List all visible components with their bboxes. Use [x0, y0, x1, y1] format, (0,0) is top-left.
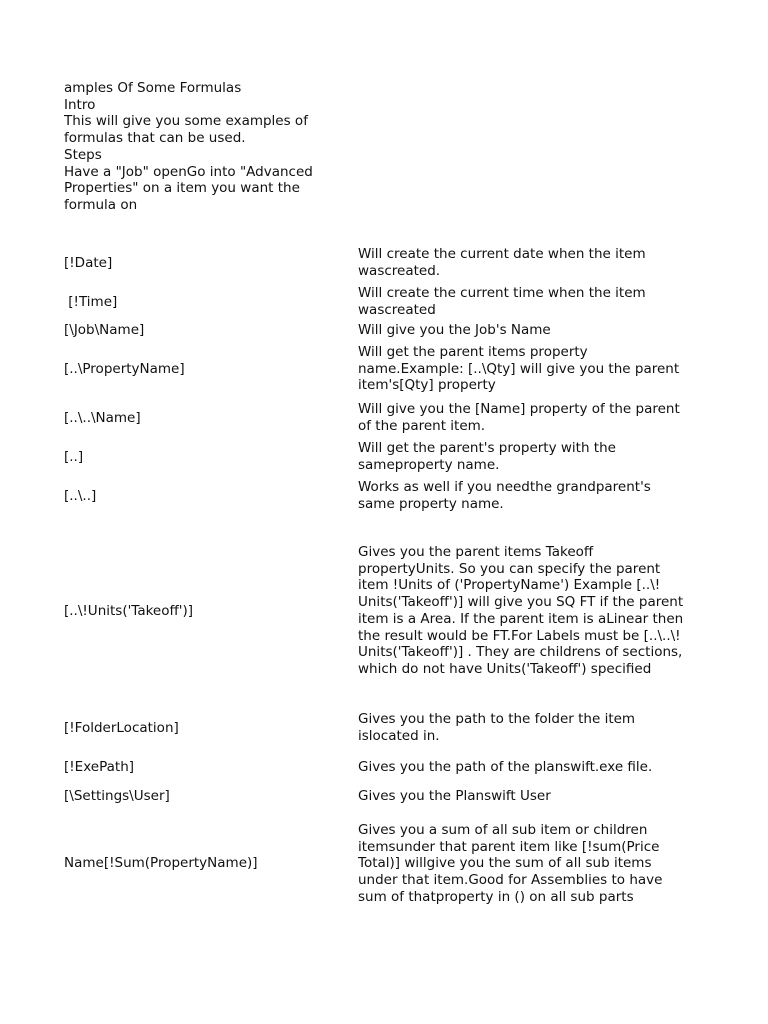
description-cell: Will get the parent's property with the sameproperty name.	[358, 440, 616, 473]
intro-section	[64, 80, 334, 214]
description-cell: Will give you the [Name] property of the parent of the parent item.	[358, 401, 680, 434]
formula-cell: [..\..\Name]	[64, 410, 141, 426]
formula-cell: [..\!Units('Takeoff')]	[64, 603, 194, 619]
formula-cell: [\Job\Name]	[64, 322, 145, 338]
description-cell: Gives you the path to the folder the item islocated in.	[358, 711, 636, 744]
formula-cell: [..\PropertyName]	[64, 361, 185, 377]
intro-heading: Intro	[64, 96, 96, 113]
description-cell: Will get the parent items property name.Example: [..\Qty] will give you the parent item's[Qty] property	[358, 344, 680, 394]
formula-cell: [..\..]	[64, 488, 97, 504]
formula-cell: [..]	[64, 449, 84, 465]
description-cell: Will give you the Job's Name	[358, 322, 551, 338]
description-cell: Gives you the path of the planswift.exe file.	[358, 759, 653, 775]
description-cell: Gives you a sum of all sub item or children itemsunder that parent item like [!sum(Price Total)] willgive you the sum of all sub items under that item.Good for Assemblies to have sum of thatproperty in () on all sub parts	[358, 822, 663, 905]
description-cell: Gives you the parent items Takeoff propertyUnits. So you can specify the parent item !Units of ('PropertyName') Example [..\! Units('Takeoff')] will give you SQ FT if the parent item is a Area. If the parent item is aLinear then the result would be FT.For Labels must be [..\..\! Units('Takeoff')] . They are childrens of sections, which do not have Units('Takeoff') specified	[358, 544, 684, 677]
document-title: amples Of Some Formulas	[64, 80, 242, 96]
formula-cell: [!Time]	[64, 294, 118, 310]
description-cell: Will create the current date when the item wascreated.	[358, 246, 646, 279]
formula-cell: Name[!Sum(PropertyName)]	[64, 855, 258, 871]
formula-cell: [!ExePath]	[64, 759, 135, 775]
formula-cell: [\Settings\User]	[64, 788, 170, 804]
description-cell: Gives you the Planswift User	[358, 788, 551, 804]
steps-text: Have a "Job" openGo into "Advanced Properties" on a item you want the formula on	[64, 163, 313, 213]
intro-text: This will give you some examples of formulas that can be used.	[64, 113, 308, 147]
description-cell: Will create the current time when the item wascreated	[358, 285, 646, 318]
description-cell: Works as well if you needthe grandparent's same property name.	[358, 479, 651, 512]
steps-heading: Steps	[64, 146, 102, 163]
formula-cell: [!FolderLocation]	[64, 720, 179, 736]
formula-cell: [!Date]	[64, 255, 113, 271]
